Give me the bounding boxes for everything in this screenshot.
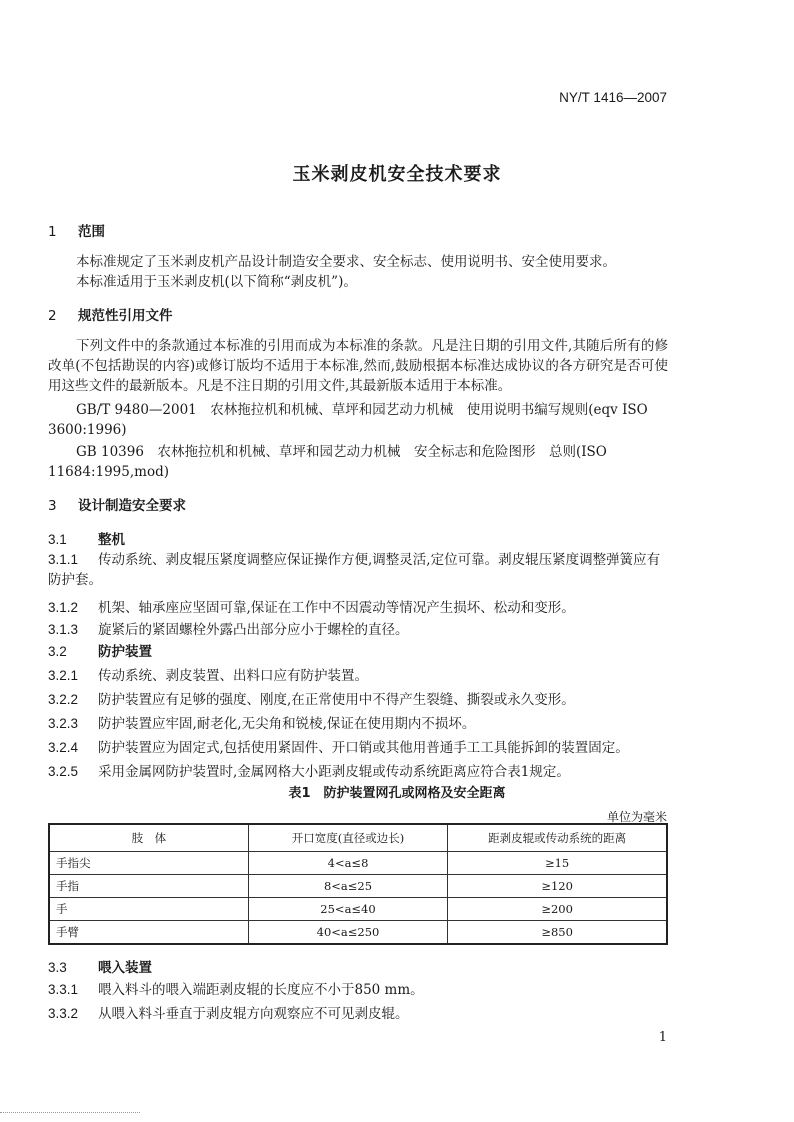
body-part-cell: 手 <box>49 898 248 921</box>
table-header-row <box>49 824 667 852</box>
column-header: 开口宽度(直径或边长) <box>248 824 447 852</box>
clause-number: 3.1.1 <box>48 552 79 567</box>
section-2-heading <box>48 304 173 324</box>
section-title: 规范性引用文件 <box>78 308 173 324</box>
clause-3-2-5 <box>48 760 570 780</box>
clause-number: 3.1.2 <box>48 600 79 615</box>
body-part-cell: 手指 <box>49 875 248 898</box>
safety-distance-cell: ≥200 <box>448 898 667 921</box>
clause-text: 防护装置应牢固,耐老化,无尖角和锐棱,保证在使用期内不损坏。 <box>98 716 476 732</box>
safety-distance-cell: ≥120 <box>448 875 667 898</box>
clause-number: 3.2.4 <box>48 740 79 755</box>
clause-3-3-1 <box>48 978 424 998</box>
paragraph: 本标准适用于玉米剥皮机(以下简称“剥皮机”)。 <box>76 274 357 290</box>
subsection-3-1-heading <box>48 528 125 548</box>
section-number: 1 <box>48 224 57 240</box>
subsection-title: 防护装置 <box>98 644 152 660</box>
guard-distance-table <box>48 823 668 945</box>
clause-text: 采用金属网防护装置时,金属网格大小距剥皮辊或传动系统距离应符合表1规定。 <box>98 764 570 780</box>
subsection-3-2-heading <box>48 640 152 660</box>
document-title: 玉米剥皮机安全技术要求 <box>292 164 502 185</box>
clause-3-1-3 <box>48 618 409 638</box>
clause-number: 3.3.1 <box>48 982 79 997</box>
section-number: 2 <box>48 308 57 324</box>
safety-distance-cell: ≥15 <box>448 852 667 875</box>
clause-3-3-2 <box>48 1002 409 1022</box>
table-caption: 表1 防护装置网孔或网格及安全距离 <box>288 786 506 801</box>
body-part-cell: 手指尖 <box>49 852 248 875</box>
opening-width-cell: 8<a≤25 <box>248 875 447 898</box>
clause-text: 防护装置应有足够的强度、刚度,在正常使用中不得产生裂缝、撕裂或永久变形。 <box>98 692 575 708</box>
paragraph: 下列文件中的条款通过本标准的引用而成为本标准的条款。凡是注日期的引用文件,其随后所有的修改单(不包括勘误的内容)或修订版均不适用于本标准,然而,鼓励根据本标准达成协议的各方研究是否可使用这些文件的最新版本。凡是不注日期的引用文件,其最新版本适用于本标准。 <box>48 338 668 394</box>
clause-text: 旋紧后的紧固螺栓外露凸出部分应小于螺栓的直径。 <box>98 622 409 638</box>
subsection-number: 3.2 <box>48 644 67 659</box>
safety-distance-cell: ≥850 <box>448 921 667 945</box>
table-row <box>49 898 667 921</box>
clause-text: 机架、轴承座应坚固可靠,保证在工作中不因震动等情况产生损坏、松动和变形。 <box>98 600 575 616</box>
section-title: 设计制造安全要求 <box>78 498 186 514</box>
clause-text: 传动系统、剥皮装置、出料口应有防护装置。 <box>98 668 368 684</box>
opening-width-cell: 25<a≤40 <box>248 898 447 921</box>
section-title: 范围 <box>78 224 105 240</box>
clause-text: 传动系统、剥皮辊压紧度调整应保证操作方便,调整灵活,定位可靠。剥皮辊压紧度调整弹簧应有防护套。 <box>48 552 661 588</box>
body-part-cell: 手臂 <box>49 921 248 945</box>
opening-width-cell: 40<a≤250 <box>248 921 447 945</box>
normative-reference: GB 10396 农林拖拉机和机械、草坪和园艺动力机械 安全标志和危险图形 总则(ISO 11684:1995,mod) <box>48 444 607 480</box>
clause-number: 3.2.1 <box>48 668 79 683</box>
subsection-number: 3.3 <box>48 960 67 975</box>
section-1-heading <box>48 220 105 240</box>
column-header: 距剥皮辊或传动系统的距离 <box>448 824 667 852</box>
standard-code: NY/T 1416—2007 <box>559 90 667 105</box>
clause-number: 3.2.5 <box>48 764 79 779</box>
subsection-title: 喂入装置 <box>98 960 152 976</box>
clause-3-1-1 <box>48 550 668 590</box>
clause-3-1-2 <box>48 596 575 616</box>
clause-number: 3.2.2 <box>48 692 79 707</box>
clause-number: 3.2.3 <box>48 716 79 731</box>
clause-text: 喂入料斗的喂入端距剥皮辊的长度应不小于850 mm。 <box>98 982 424 998</box>
subsection-title: 整机 <box>98 532 125 548</box>
footer-divider <box>0 1112 140 1113</box>
clause-3-2-4 <box>48 736 629 756</box>
page-number: 1 <box>658 1030 667 1045</box>
clause-3-2-3 <box>48 712 475 732</box>
normative-reference: GB/T 9480—2001 农林拖拉机和机械、草坪和园艺动力机械 使用说明书编写规则(eqv ISO 3600:1996) <box>48 402 648 438</box>
subsection-number: 3.1 <box>48 532 67 547</box>
section-number: 3 <box>48 498 57 514</box>
table-row <box>49 875 667 898</box>
table-row <box>49 921 667 945</box>
opening-width-cell: 4<a≤8 <box>248 852 447 875</box>
table-unit: 单位为毫米 <box>606 810 667 824</box>
paragraph: 本标准规定了玉米剥皮机产品设计制造安全要求、安全标志、使用说明书、安全使用要求。 <box>76 254 616 270</box>
clause-text: 防护装置应为固定式,包括使用紧固件、开口销或其他用普通手工工具能拆卸的装置固定。 <box>98 740 629 756</box>
column-header: 肢 体 <box>49 824 248 852</box>
clause-number: 3.3.2 <box>48 1006 79 1021</box>
section-3-heading <box>48 494 186 514</box>
subsection-3-3-heading <box>48 956 152 976</box>
clause-text: 从喂入料斗垂直于剥皮辊方向观察应不可见剥皮辊。 <box>98 1006 409 1022</box>
table-row <box>49 852 667 875</box>
clause-3-2-1 <box>48 664 368 684</box>
clause-3-2-2 <box>48 688 575 708</box>
clause-number: 3.1.3 <box>48 622 79 637</box>
